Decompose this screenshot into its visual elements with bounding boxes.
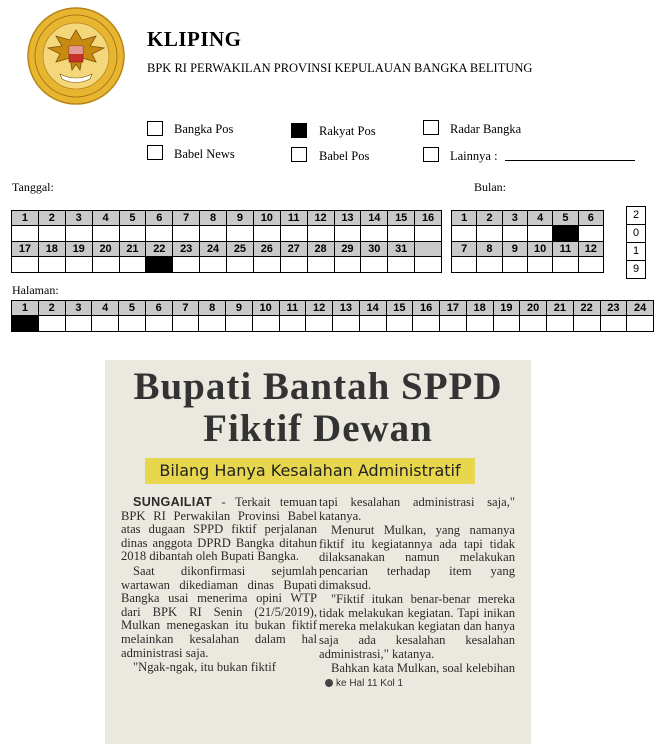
tanggal-mark-cell[interactable]	[200, 257, 227, 273]
halaman-number-cell: 3	[65, 301, 92, 316]
tanggal-mark-cell[interactable]	[38, 257, 65, 273]
halaman-number-cell: 14	[359, 301, 386, 316]
page-title: KLIPING	[147, 27, 242, 51]
halaman-number-cell: 12	[306, 301, 333, 316]
halaman-number-cell: 19	[493, 301, 520, 316]
halaman-mark-cell[interactable]	[12, 316, 39, 332]
tanggal-mark-cell[interactable]	[65, 226, 92, 242]
checkbox-rakyat-pos[interactable]	[291, 123, 307, 138]
bulan-number-cell: 5	[553, 211, 578, 226]
tanggal-number-cell: 18	[38, 242, 65, 257]
tanggal-mark-cell[interactable]	[361, 226, 388, 242]
tanggal-number-cell: 25	[227, 242, 254, 257]
media-label-rakyat-pos: Rakyat Pos	[319, 124, 376, 138]
tanggal-number-cell: 11	[280, 211, 307, 226]
tanggal-number-cell	[415, 242, 442, 257]
halaman-number-cell: 18	[466, 301, 493, 316]
halaman-number-cell: 20	[520, 301, 547, 316]
bulan-label: Bulan:	[474, 180, 506, 194]
tanggal-number-cell: 14	[361, 211, 388, 226]
halaman-number-cell: 9	[226, 301, 253, 316]
halaman-number-cell: 1	[12, 301, 39, 316]
bulan-mark-cell[interactable]	[527, 226, 552, 242]
tanggal-mark-cell[interactable]	[146, 226, 173, 242]
checkbox-lainnya[interactable]	[423, 147, 439, 162]
tanggal-number-cell: 8	[200, 211, 227, 226]
tanggal-number-cell: 26	[253, 242, 280, 257]
bulan-number-cell: 4	[527, 211, 552, 226]
tanggal-mark-cell[interactable]	[119, 226, 146, 242]
tanggal-mark-cell[interactable]	[388, 257, 415, 273]
tanggal-number-cell: 13	[334, 211, 361, 226]
checkbox-bangka-pos[interactable]	[147, 121, 163, 136]
halaman-number-cell: 17	[440, 301, 467, 316]
tanggal-mark-cell[interactable]	[38, 226, 65, 242]
halaman-number-cell: 22	[573, 301, 600, 316]
halaman-mark-cell[interactable]	[547, 316, 574, 332]
tanggal-mark-cell[interactable]	[12, 257, 39, 273]
halaman-mark-cell[interactable]	[306, 316, 333, 332]
tanggal-mark-cell[interactable]	[280, 226, 307, 242]
bulan-number-cell: 10	[527, 242, 552, 257]
tahun-column	[626, 207, 646, 279]
tahun-digit-cell: 9	[626, 260, 646, 279]
halaman-label: Halaman:	[12, 283, 59, 297]
tanggal-mark-cell[interactable]	[65, 257, 92, 273]
paragraph: Saat dikonfirmasi sejumlah wartawan dikediaman dinas Bupati Bangka usai menerima opini WTP dari BPK RI Senin (21/5/2019), Mulkan menegaskan itu bukan fiktif melainkan kesalahan dalam hal administrasi saja.	[121, 563, 317, 660]
halaman-mark-cell[interactable]	[226, 316, 253, 332]
halaman-mark-cell[interactable]	[493, 316, 520, 332]
halaman-mark-cell[interactable]	[145, 316, 172, 332]
tanggal-mark-cell[interactable]	[200, 226, 227, 242]
tanggal-mark-cell[interactable]	[307, 226, 334, 242]
paragraph: tapi kesalahan administrasi saja," katanya.	[319, 495, 515, 523]
bulan-mark-cell[interactable]	[578, 257, 603, 273]
halaman-mark-cell[interactable]	[199, 316, 226, 332]
tanggal-mark-cell[interactable]	[227, 226, 254, 242]
bulan-mark-cell[interactable]	[477, 257, 502, 273]
tanggal-mark-cell[interactable]	[334, 226, 361, 242]
checkbox-radar-bangka[interactable]	[423, 120, 439, 135]
halaman-number-cell: 6	[145, 301, 172, 316]
halaman-mark-cell[interactable]	[466, 316, 493, 332]
lainnya-input-line[interactable]	[505, 159, 635, 161]
tanggal-mark-cell[interactable]	[12, 226, 39, 242]
dateline: SUNGAILIAT	[133, 495, 213, 509]
checkbox-babel-pos[interactable]	[291, 147, 307, 162]
continued-note: ke Hal 11 Kol 1	[336, 677, 404, 689]
subheadline: Bilang Hanya Kesalahan Administratif	[145, 458, 475, 484]
bulan-mark-cell[interactable]	[553, 257, 578, 273]
bulan-mark-cell[interactable]	[578, 226, 603, 242]
tanggal-mark-cell[interactable]	[361, 257, 388, 273]
tanggal-mark-cell[interactable]	[280, 257, 307, 273]
tanggal-number-cell: 12	[307, 211, 334, 226]
halaman-number-cell: 13	[333, 301, 360, 316]
tanggal-mark-cell[interactable]	[253, 257, 280, 273]
tanggal-number-cell: 1	[12, 211, 39, 226]
tanggal-number-cell: 16	[415, 211, 442, 226]
tanggal-number-cell: 22	[146, 242, 173, 257]
halaman-mark-cell[interactable]	[520, 316, 547, 332]
tanggal-number-cell: 6	[146, 211, 173, 226]
tanggal-number-cell: 20	[92, 242, 119, 257]
bulan-mark-cell[interactable]	[452, 226, 477, 242]
halaman-number-cell: 23	[600, 301, 627, 316]
tanggal-number-cell: 9	[227, 211, 254, 226]
tanggal-number-cell: 4	[92, 211, 119, 226]
tanggal-mark-cell[interactable]	[92, 257, 119, 273]
halaman-number-cell: 10	[252, 301, 279, 316]
tanggal-mark-cell[interactable]	[388, 226, 415, 242]
halaman-number-cell: 8	[199, 301, 226, 316]
tanggal-grid	[11, 210, 442, 273]
bulan-number-cell: 11	[553, 242, 578, 257]
tanggal-number-cell: 5	[119, 211, 146, 226]
bulan-mark-cell[interactable]	[502, 226, 527, 242]
garuda-emblem-icon	[26, 6, 126, 106]
halaman-mark-cell[interactable]	[600, 316, 627, 332]
media-label-bangka-pos: Bangka Pos	[174, 122, 234, 136]
halaman-number-cell: 7	[172, 301, 199, 316]
tanggal-number-cell: 29	[334, 242, 361, 257]
tanggal-number-cell: 3	[65, 211, 92, 226]
tanggal-mark-cell[interactable]	[146, 257, 173, 273]
tanggal-number-cell: 28	[307, 242, 334, 257]
halaman-mark-cell[interactable]	[38, 316, 65, 332]
tanggal-number-cell: 7	[173, 211, 200, 226]
bulan-number-cell: 1	[452, 211, 477, 226]
bulan-number-cell: 3	[502, 211, 527, 226]
article-column-right	[319, 496, 515, 690]
halaman-mark-cell[interactable]	[119, 316, 146, 332]
halaman-number-cell: 15	[386, 301, 413, 316]
bulan-number-cell: 2	[477, 211, 502, 226]
tanggal-mark-cell[interactable]	[334, 257, 361, 273]
page-subtitle: BPK RI PERWAKILAN PROVINSI KEPULAUAN BANGKA BELITUNG	[147, 61, 533, 75]
tanggal-number-cell: 21	[119, 242, 146, 257]
tanggal-number-cell: 23	[173, 242, 200, 257]
halaman-number-cell: 11	[279, 301, 306, 316]
bulan-mark-cell[interactable]	[477, 226, 502, 242]
article-column-left	[121, 496, 317, 675]
tanggal-number-cell: 17	[12, 242, 39, 257]
tanggal-label: Tanggal:	[12, 180, 54, 194]
tanggal-mark-cell[interactable]	[307, 257, 334, 273]
media-label-babel-news: Babel News	[174, 147, 235, 161]
tanggal-number-cell: 24	[200, 242, 227, 257]
tanggal-number-cell: 10	[253, 211, 280, 226]
tanggal-number-cell: 19	[65, 242, 92, 257]
halaman-number-cell: 2	[38, 301, 65, 316]
tanggal-mark-cell[interactable]	[92, 226, 119, 242]
halaman-mark-cell[interactable]	[333, 316, 360, 332]
halaman-number-cell: 16	[413, 301, 440, 316]
tanggal-mark-cell[interactable]	[415, 257, 442, 273]
headline-line-1: Bupati Bantah SPPD	[133, 365, 503, 408]
bulan-number-cell: 12	[578, 242, 603, 257]
tahun-digit-cell: 2	[626, 206, 646, 225]
paragraph: Menurut Mulkan, yang namanya fiktif itu kegiatannya ada tapi tidak dilaksanakan namun melakukan pencarian terhadap item yang dimaksud.	[319, 523, 515, 592]
halaman-mark-cell[interactable]	[573, 316, 600, 332]
halaman-mark-cell[interactable]	[252, 316, 279, 332]
bulan-number-cell: 9	[502, 242, 527, 257]
tahun-digit-cell: 1	[626, 242, 646, 261]
bulan-grid	[451, 210, 604, 273]
tanggal-number-cell: 2	[38, 211, 65, 226]
tanggal-mark-cell[interactable]	[227, 257, 254, 273]
tahun-digit-cell: 0	[626, 224, 646, 243]
bullet-icon	[325, 679, 333, 687]
checkbox-babel-news[interactable]	[147, 145, 163, 160]
tanggal-mark-cell[interactable]	[415, 226, 442, 242]
bulan-number-cell: 8	[477, 242, 502, 257]
media-label-babel-pos: Babel Pos	[319, 149, 370, 163]
halaman-number-cell: 5	[119, 301, 146, 316]
tanggal-mark-cell[interactable]	[253, 226, 280, 242]
halaman-mark-cell[interactable]	[279, 316, 306, 332]
halaman-mark-cell[interactable]	[65, 316, 92, 332]
bulan-mark-cell[interactable]	[527, 257, 552, 273]
halaman-mark-cell[interactable]	[440, 316, 467, 332]
halaman-number-cell: 21	[547, 301, 574, 316]
halaman-mark-cell[interactable]	[627, 316, 654, 332]
paragraph: Bahkan kata Mulkan, soal kelebihan	[331, 661, 515, 676]
media-label-lainnya: Lainnya :	[450, 149, 498, 163]
media-label-radar-bangka: Radar Bangka	[450, 122, 522, 136]
headline-line-2: Fiktif Dewan	[203, 407, 433, 450]
tanggal-number-cell: 30	[361, 242, 388, 257]
bulan-number-cell: 6	[578, 211, 603, 226]
halaman-mark-cell[interactable]	[413, 316, 440, 332]
paragraph: "Ngak-ngak, itu bukan fiktif	[133, 660, 276, 675]
tanggal-number-cell: 31	[388, 242, 415, 257]
halaman-mark-cell[interactable]	[386, 316, 413, 332]
newspaper-clipping	[105, 360, 531, 744]
halaman-number-cell: 4	[92, 301, 119, 316]
tanggal-mark-cell[interactable]	[173, 226, 200, 242]
halaman-grid	[11, 300, 654, 332]
halaman-mark-cell[interactable]	[92, 316, 119, 332]
tanggal-mark-cell[interactable]	[119, 257, 146, 273]
paragraph: - Terkait temuan BPK RI Perwakilan Provinsi Babel atas dugaan SPPD fiktif perjalanan dinas anggota DPRD Bangka ditahun 2018 dibantah oleh Bupati Bangka.	[121, 495, 317, 564]
bulan-mark-cell[interactable]	[553, 226, 578, 242]
tanggal-mark-cell[interactable]	[173, 257, 200, 273]
halaman-mark-cell[interactable]	[172, 316, 199, 332]
halaman-number-cell: 24	[627, 301, 654, 316]
tanggal-number-cell: 27	[280, 242, 307, 257]
bulan-mark-cell[interactable]	[452, 257, 477, 273]
halaman-mark-cell[interactable]	[359, 316, 386, 332]
tanggal-number-cell: 15	[388, 211, 415, 226]
bulan-mark-cell[interactable]	[502, 257, 527, 273]
bulan-number-cell: 7	[452, 242, 477, 257]
paragraph: "Fiktif itukan benar-benar mereka tidak melakukan kegiatan. Tapi inikan mereka melakukan kegiatan dan hanya saja ada kesalahan kesalahan administrasi," katanya.	[319, 592, 515, 661]
